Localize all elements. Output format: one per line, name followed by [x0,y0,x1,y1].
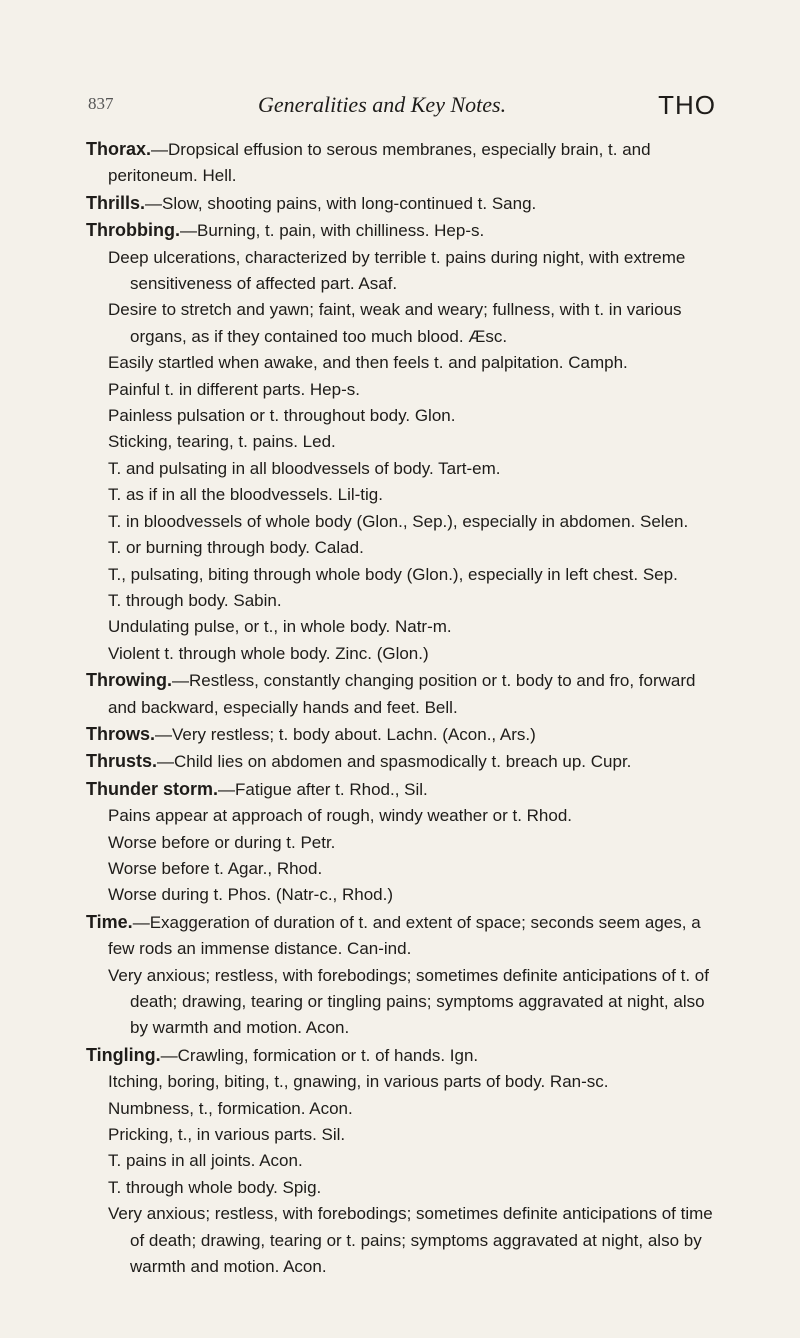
entry-head: Time. [86,911,133,932]
sub-entry: T. or burning through body. Calad. [108,538,364,558]
sub-entry: Itching, boring, biting, t., gnawing, in various parts of body. Ran-sc. [108,1072,609,1092]
entry-head: Thrills. [86,192,146,213]
entry-text: —Slow, shooting pains, with long-continued t. Sang. [145,193,537,213]
sub-entry: Undulating pulse, or t., in whole body. Natr-m. [108,617,452,637]
sub-entry: Painful t. in different parts. Hep-s. [108,379,360,399]
entry-head: Thorax. [86,139,152,159]
sub-entries [86,803,726,909]
entry-throbbing [86,217,726,667]
entry-head: Throbbing. [86,220,180,241]
sub-entry: T. pains in all joints. Acon. [108,1151,303,1171]
sub-entry: T. through whole body. Spig. [108,1177,322,1197]
entry-thorax [86,136,726,190]
page-number: 837 [88,94,114,113]
entry-thrusts [86,748,726,775]
entry-thrills [86,190,726,217]
entry-text: —Burning, t. pain, with chilliness. Hep-s. [179,221,485,241]
sub-entry: T. through body. Sabin. [108,590,282,610]
sub-entry: Sticking, tearing, t. pains. Led. [108,432,336,452]
sub-entries [86,245,726,668]
entry-thunder-storm [86,776,726,909]
running-header [88,92,716,124]
entry-text: —Crawling, formication or t. of hands. Ign. [160,1045,479,1065]
entry-time [86,909,726,1042]
entry-text: —Very restless; t. body about. Lachn. (Acon., Ars.) [155,724,536,744]
sub-entry: T., pulsating, biting through whole body (Glon.), especially in left chest. Sep. [108,564,678,584]
sub-entry: Painless pulsation or t. throughout body. Glon. [108,406,456,426]
key-word: THO [658,90,716,120]
sub-entry: Pains appear at approach of rough, windy weather or t. Rhod. [108,806,573,826]
entry-text: —Child lies on abdomen and spasmodically t. breach up. Cupr. [157,752,632,772]
sub-entry: T. and pulsating in all bloodvessels of body. Tart-em. [108,458,501,478]
sub-entry: Numbness, t., formication. Acon. [108,1098,353,1118]
sub-entry: Worse during t. Phos. (Natr-c., Rhod.) [108,885,394,905]
sub-entries [86,963,726,1042]
entry-head: Throwing. [86,670,172,691]
sub-entry: T. in bloodvessels of whole body (Glon., Sep.), especially in abdomen. Selen. [108,511,689,531]
entry-throwing [86,667,726,721]
entry-text: —Restless, constantly changing position or t. body to and fro, forward and backward, especially hands and feet. Bell. [108,671,696,717]
entry-head: Tingling. [86,1044,161,1065]
sub-entry: Pricking, t., in various parts. Sil. [108,1125,346,1145]
sub-entry: Deep ulcerations, characterized by terrible t. pains during night, with extreme sensitiveness of affected part. Asaf. [108,247,686,294]
sub-entry: Very anxious; restless, with forebodings; sometimes definite anticipations of t. of death; drawing, tearing or tingling pains; symptoms aggravated at night, also by warmth and motion. Acon. [108,965,709,1038]
entry-text: —Fatigue after t. Rhod., Sil. [218,779,428,799]
sub-entry: T. as if in all the bloodvessels. Lil-tig. [108,485,383,505]
entry-throws [86,721,726,748]
sub-entry: Worse before or during t. Petr. [108,832,336,852]
running-title: Generalities and Key Notes. [258,92,507,117]
sub-entries [86,1069,726,1280]
entry-head: Thunder storm. [86,778,219,799]
dictionary-body [86,136,726,1280]
entry-text: —Dropsical effusion to serous membranes, especially brain, t. and peritoneum. Hell. [108,140,651,186]
sub-entry: Worse before t. Agar., Rhod. [108,858,323,878]
sub-entry: Violent t. through whole body. Zinc. (Glon.) [108,643,429,663]
sub-entry: Very anxious; restless, with forebodings; sometimes definite anticipations of time of death; drawing, tearing or t. pains; symptoms aggravated at night, also by warmth and motion. Acon. [108,1204,713,1277]
sub-entry: Easily startled when awake, and then feels t. and palpitation. Camph. [108,353,628,373]
sub-entry: Desire to stretch and yawn; faint, weak and weary; fullness, with t. in various organs, as if they contained too much blood. Æsc. [108,300,682,346]
entry-head: Throws. [86,723,156,744]
entry-head: Thrusts. [86,751,158,772]
entry-tingling [86,1042,726,1281]
entry-text: —Exaggeration of duration of t. and extent of space; seconds seem ages, a few rods an immense distance. Can-ind. [108,912,701,959]
